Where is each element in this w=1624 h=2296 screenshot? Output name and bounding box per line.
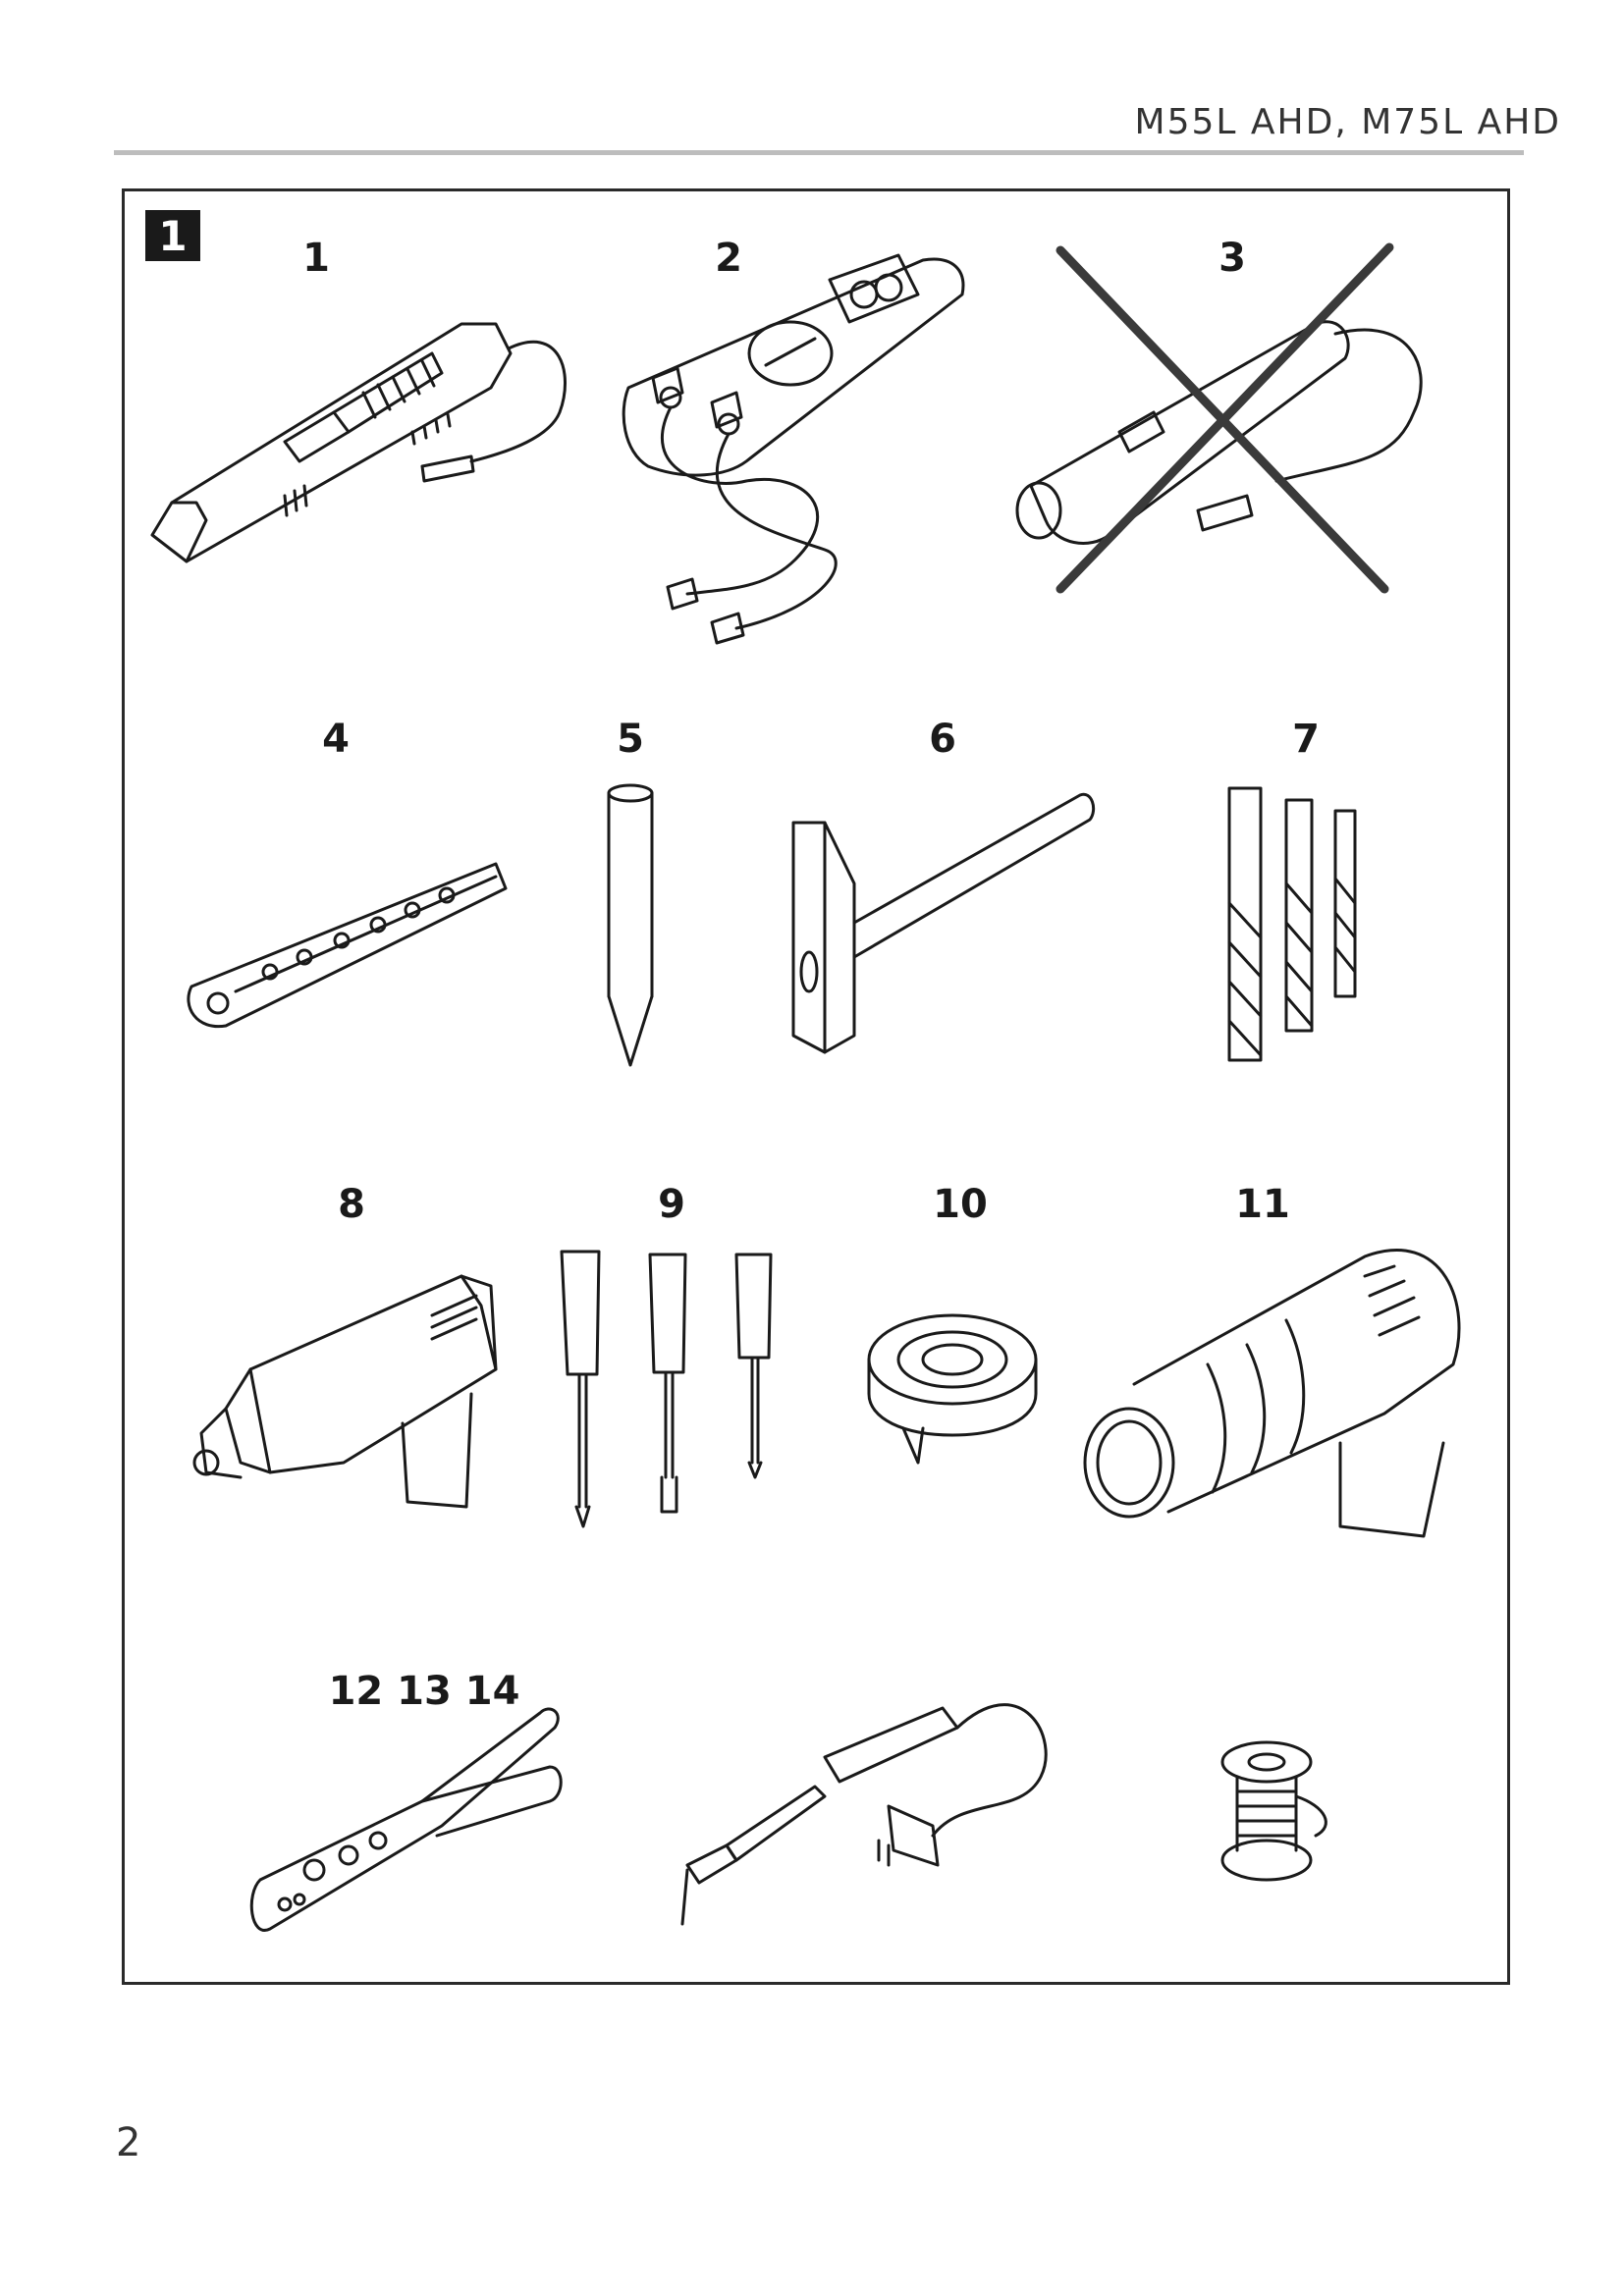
voltage-tester-pen-icon (152, 324, 566, 561)
insulating-tape-icon (869, 1315, 1036, 1463)
tool-label-7: 7 (1292, 717, 1320, 762)
tool-label-3: 3 (1218, 236, 1246, 281)
multimeter-icon (623, 255, 963, 643)
screwdrivers-icon (562, 1252, 771, 1526)
electric-drill-icon (194, 1276, 496, 1507)
tool-label-12-13-14: 12 13 14 (328, 1669, 520, 1714)
tool-label-5: 5 (617, 717, 644, 762)
tool-label-11: 11 (1235, 1182, 1290, 1227)
folding-ruler-icon (189, 864, 506, 1027)
heat-gun-icon (1085, 1250, 1459, 1536)
soldering-iron-icon (682, 1705, 1046, 1924)
solder-wire-spool-icon (1222, 1742, 1326, 1880)
tool-label-8: 8 (338, 1182, 365, 1227)
tool-label-10: 10 (933, 1182, 988, 1227)
figure-badge: 1 (145, 210, 200, 261)
center-punch-icon (609, 785, 652, 1065)
hammer-icon (793, 794, 1094, 1052)
tool-label-2: 2 (715, 236, 742, 281)
crimping-pliers-icon (251, 1709, 561, 1930)
crossed-out-test-lamp-icon (1017, 247, 1421, 589)
page-number: 2 (116, 2120, 141, 2165)
document-model-header: M55L AHD, M75L AHD (1134, 102, 1561, 142)
drill-bits-icon (1229, 788, 1355, 1060)
tool-label-1: 1 (302, 236, 330, 281)
tool-label-6: 6 (929, 717, 956, 762)
tool-label-4: 4 (322, 717, 350, 762)
tool-label-9: 9 (658, 1182, 685, 1227)
